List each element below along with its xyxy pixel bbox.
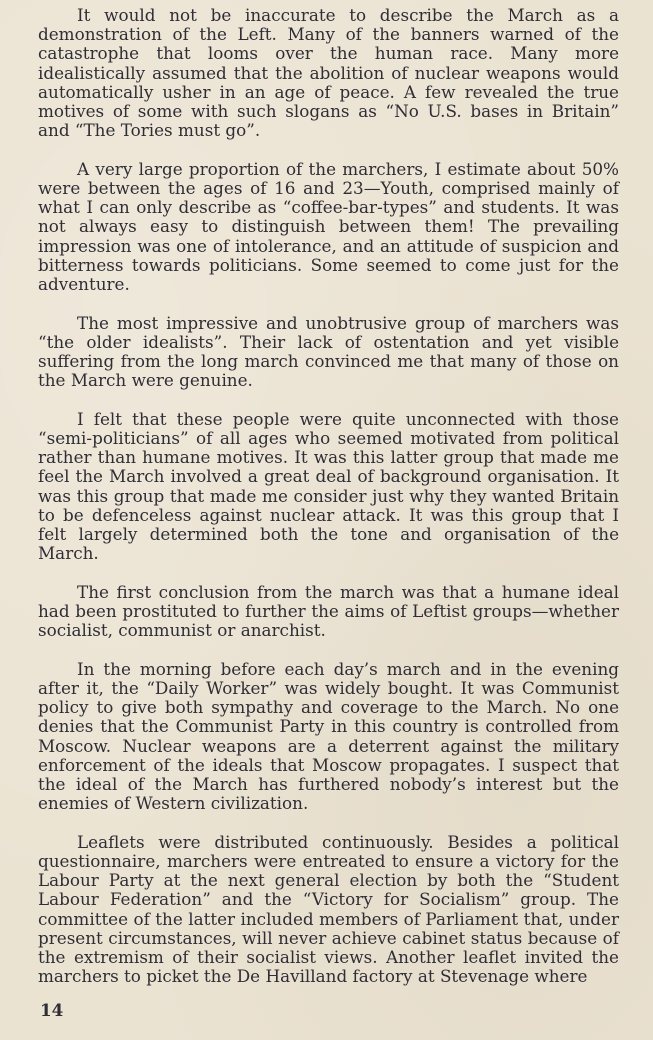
paragraph-3: The most impressive and unobtrusive group of marchers was “the older idealists”. Their lack of ostentation and yet visible suffering from the long march convinced me that many of those on the March were genuine. xyxy=(38,312,619,391)
paragraph-1: It would not be inaccurate to describe the March as a demonstration of the Left. Many of the banners warned of the catastrophe that looms over the human race. Many more idealistically assumed that the abolition of nuclear weapons would automatically usher in an age of peace. A few revealed the true motives of some with such slogans as “No U.S. bases in Britain” and “The Tories must go”. xyxy=(38,5,619,141)
paragraph-5: The first conclusion from the march was that a humane ideal had been prostituted to further the aims of Leftist groups—whether socialist, communist or anarchist. xyxy=(38,581,619,641)
paragraph-7: Leaflets were distributed continuously. Besides a political questionnaire, marchers were entreated to ensure a victory for the Labour Party at the next general election by both the “Student Labour Federation” and the “Victory for Socialism” group. The committee of the latter included members of Parliament that, under present circumstances, will never achieve cabinet status because of the extremism of their socialist views. Another leaflet invited the marchers to picket the De Havilland factory at Stevenage where xyxy=(38,831,619,987)
page-number: 14 xyxy=(40,1000,64,1020)
paragraph-6: In the morning before each day’s march and in the evening after it, the “Daily Worker” was widely bought. It was Communist policy to give both sympathy and coverage to the March. No one denies that the Communist Party in this country is controlled from Moscow. Nuclear weapons are a deterrent against the military enforcement of the ideals that Moscow propagates. I suspect that the ideal of the March has furthered nobody’s interest but the enemies of Western civilization. xyxy=(38,658,619,814)
text-column xyxy=(38,6,619,1006)
paragraph-4: I felt that these people were quite unconnected with those “semi-politicians” of all ages who seemed motivated from political rather than humane motives. It was this latter group that made me feel the March involved a great deal of background organisation. It was this group that made me consider just why they wanted Britain to be defenceless against nuclear attack. It was this group that I felt largely determined both the tone and organisation of the March. xyxy=(38,408,619,564)
paragraph-2: A very large proportion of the marchers, I estimate about 50% were between the ages of 16 and 23—Youth, comprised mainly of what I can only describe as “coffee-bar-types” and students. It was not always easy to distinguish between them! The prevailing impression was one of intolerance, and an attitude of suspicion and bitterness towards politicians. Some seemed to come just for the adventure. xyxy=(38,158,619,295)
